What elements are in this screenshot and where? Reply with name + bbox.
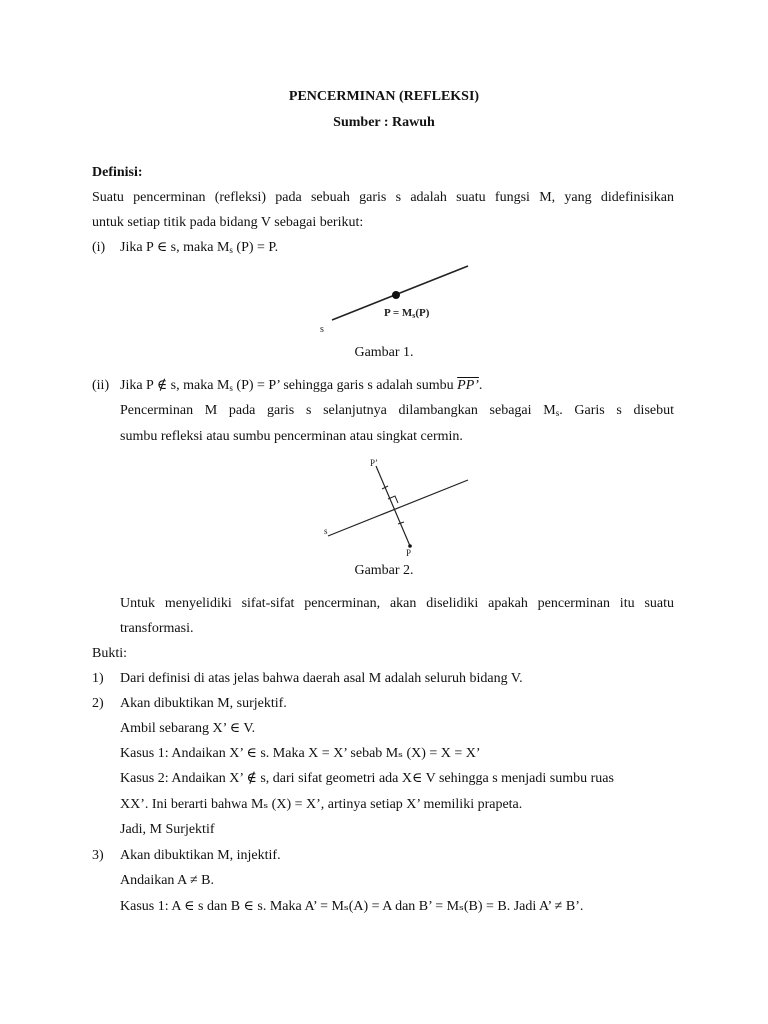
- proof-item-number: 2): [92, 696, 104, 711]
- page-title: PENCERMINAN (REFLEKSI): [288, 89, 480, 104]
- item-i-sub: s: [229, 245, 233, 255]
- item-i-text-a: Jika P ∈ s, maka M: [120, 240, 230, 255]
- proof-item-text: XX’. Ini berarti bahwa Mₛ (X) = X’, artinya setiap X’ memiliki prapeta.: [120, 797, 523, 812]
- item-ii-paragraph-1: [120, 402, 674, 422]
- item-ii-paragraph-2: sumbu refleksi atau sumbu pencerminan atau singkat cermin.: [120, 429, 463, 444]
- item-ii-text-a: Jika P ∉ s, maka M: [120, 378, 230, 393]
- para1-text: Pencerminan M pada garis s selanjutnya dilambangkan sebagai M: [120, 403, 556, 418]
- label-p-prime: P’: [370, 458, 379, 468]
- item-i-text: [120, 239, 278, 259]
- definition-line-1: Suatu pencerminan (refleksi) pada sebuah garis s adalah suatu fungsi M, yang didefinisikan: [92, 190, 674, 205]
- figure-2-diagram: [318, 456, 478, 560]
- investigate-line-2: transformasi.: [120, 621, 194, 636]
- definition-heading: Definisi:: [92, 165, 143, 180]
- proof-heading: Bukti:: [92, 646, 128, 661]
- proof-item-text: Kasus 1: Andaikan X’ ∈ s. Maka X = X’ sebab Mₛ (X) = X = X’: [120, 746, 481, 761]
- figure-2-caption: Gambar 2.: [354, 563, 414, 578]
- item-ii-sub: s: [229, 383, 233, 393]
- proof-item-text: Andaikan A ≠ B.: [120, 873, 215, 888]
- proof-item-text: Jadi, M Surjektif: [120, 822, 215, 837]
- proof-item-text: Dari definisi di atas jelas bahwa daerah asal M adalah seluruh bidang V.: [120, 671, 523, 686]
- figure-1-label-point: P = Ms(P): [384, 307, 430, 320]
- figure-1-diagram: [300, 258, 490, 342]
- mirror-line-s: [328, 480, 468, 536]
- label-p: P: [406, 548, 412, 558]
- proof-item-number: 3): [92, 848, 104, 863]
- item-ii-text-c: .: [478, 378, 483, 393]
- segment-pp-prime: PP’: [457, 378, 479, 393]
- para1-sub: s: [555, 408, 560, 418]
- figure-1-label-s: s: [320, 324, 324, 335]
- proof-item-text: Akan dibuktikan M, injektif.: [120, 848, 281, 863]
- proof-item-text: Ambil sebarang X’ ∈ V.: [120, 721, 256, 736]
- item-ii-number: (ii): [92, 378, 110, 393]
- proof-item-text: Kasus 2: Andaikan X’ ∉ s, dari sifat geometri ada X∈ V sehingga s menjadi sumbu ruas: [120, 771, 614, 786]
- point-p: [392, 291, 400, 299]
- source-line: Sumber : Rawuh: [333, 115, 435, 130]
- item-i-number: (i): [92, 240, 106, 255]
- proof-item-number: 1): [92, 671, 104, 686]
- proof-item-text: Akan dibuktikan M, surjektif.: [120, 696, 287, 711]
- item-ii-text-b: (P) = P’ sehingga garis s adalah sumbu: [232, 378, 458, 393]
- item-ii-text: [120, 377, 482, 397]
- segment-pp-prime-line: [376, 466, 410, 546]
- para1-end: . Garis s disebut: [559, 403, 675, 418]
- investigate-line-1: Untuk menyelidiki sifat-sifat pencerminan, akan diselidiki apakah pencerminan itu suatu: [120, 596, 674, 611]
- definition-line-2: untuk setiap titik pada bidang V sebagai berikut:: [92, 215, 364, 230]
- figure-2-label-s: s: [324, 526, 328, 536]
- item-i-text-b: (P) = P.: [232, 240, 279, 255]
- figure-1-caption: Gambar 1.: [354, 345, 414, 360]
- proof-item-text: Kasus 1: A ∈ s dan B ∈ s. Maka A’ = Mₛ(A) = A dan B’ = Mₛ(B) = B. Jadi A’ ≠ B’.: [120, 899, 584, 914]
